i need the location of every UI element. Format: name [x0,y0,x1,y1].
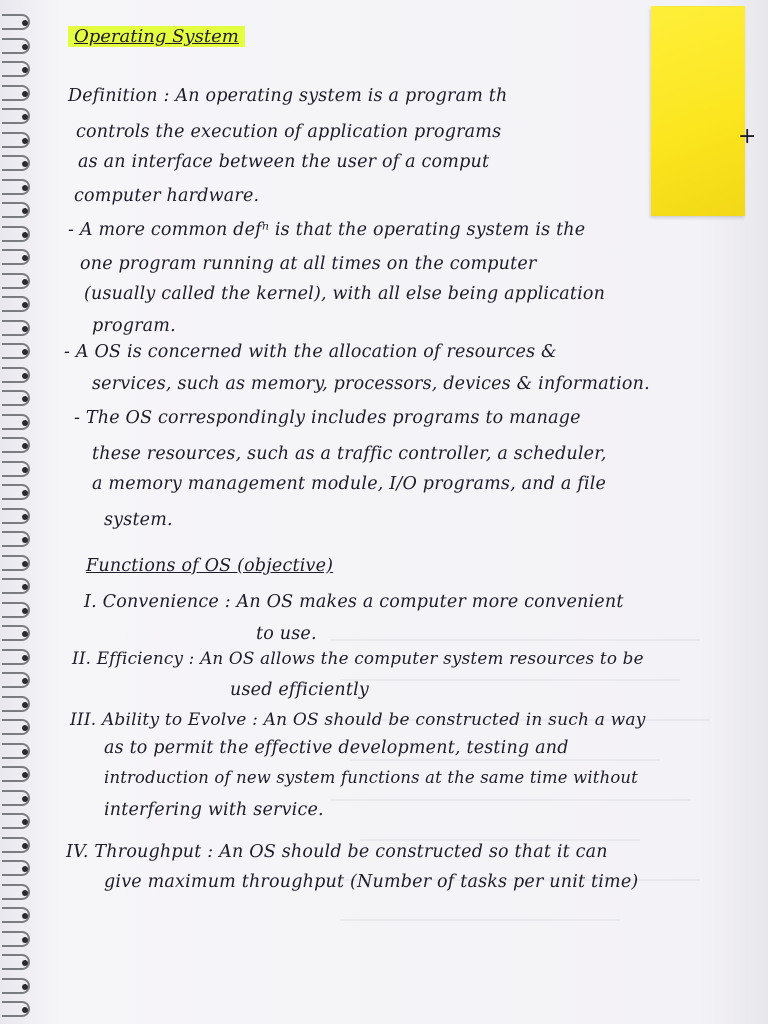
binding-hole [22,655,28,661]
binding-hole [22,796,28,802]
binding-hole [22,114,28,120]
text-line: introduction of new system functions at the same time without [104,768,638,787]
text-line: IV. Throughput : An OS should be constructed so that it can [66,842,608,862]
binding-hole [22,91,28,97]
text-line: system. [104,510,173,530]
binding-hole [22,631,28,637]
text-line: a memory management module, I/O programs, and a file [92,474,607,494]
binding-hole [22,608,28,614]
text-line: interfering with service. [104,800,324,820]
binding-hole [22,138,28,144]
binding-hole [22,20,28,26]
text-line: program. [92,316,176,336]
text-line: give maximum throughput (Number of tasks per unit time) [104,872,639,892]
binding-hole [22,960,28,966]
binding-hole [22,302,28,308]
binding-hole [22,725,28,731]
binding-hole [22,843,28,849]
binding-hole [22,67,28,73]
binding-hole [22,443,28,449]
text-line: - A OS is concerned with the allocation of resources & [64,342,557,362]
margin-plus-mark: + [738,124,757,149]
binding-hole [22,702,28,708]
binding-hole [22,161,28,167]
binding-hole [22,913,28,919]
text-line: as an interface between the user of a comput [78,152,490,172]
text-line: these resources, such as a traffic controller, a scheduler, [92,444,607,464]
binding-hole [22,584,28,590]
binding-hole [22,326,28,332]
text-line: used efficiently [230,680,370,700]
binding-hole [22,373,28,379]
binding-hole [22,208,28,214]
binding-hole [22,255,28,261]
text-line: - A more common defⁿ is that the operating system is the [68,220,586,240]
binding-hole [22,420,28,426]
binding-hole [22,396,28,402]
binding-hole [22,772,28,778]
text-line: as to permit the effective development, testing and [104,738,569,758]
binding-hole [22,185,28,191]
binding-hole [22,984,28,990]
section-heading: Functions of OS (objective) [86,556,334,576]
binding-hole [22,279,28,285]
binding-hole [22,866,28,872]
text-line: - The OS correspondingly includes programs to manage [74,408,581,428]
text-line: computer hardware. [74,186,260,206]
text-line: I. Convenience : An OS makes a computer more convenient [84,592,624,612]
text-line: (usually called the kernel), with all else being application [84,284,606,304]
binding-hole [22,467,28,473]
text-line: III. Ability to Evolve : An OS should be constructed in such a way [70,710,646,730]
text-line: Definition : An operating system is a program th [68,86,508,106]
spiral-binding [0,0,34,1024]
sticky-note [651,6,745,216]
binding-hole [22,1007,28,1013]
binding-hole [22,514,28,520]
text-line: one program running at all times on the computer [80,254,537,274]
binding-hole [22,490,28,496]
text-line: controls the execution of application programs [76,122,502,142]
binding-hole [22,890,28,896]
binding-hole [22,44,28,50]
binding-hole [22,232,28,238]
binding-hole [22,349,28,355]
binding-hole [22,561,28,567]
text-line: services, such as memory, processors, devices & information. [92,374,650,394]
text-line: II. Efficiency : An OS allows the computer system resources to be [72,648,644,668]
text-line: to use. [256,624,317,644]
binding-hole [22,937,28,943]
page-title: Operating System [68,26,245,47]
binding-hole [22,678,28,684]
binding-hole [22,537,28,543]
binding-hole [22,749,28,755]
binding-hole [22,819,28,825]
